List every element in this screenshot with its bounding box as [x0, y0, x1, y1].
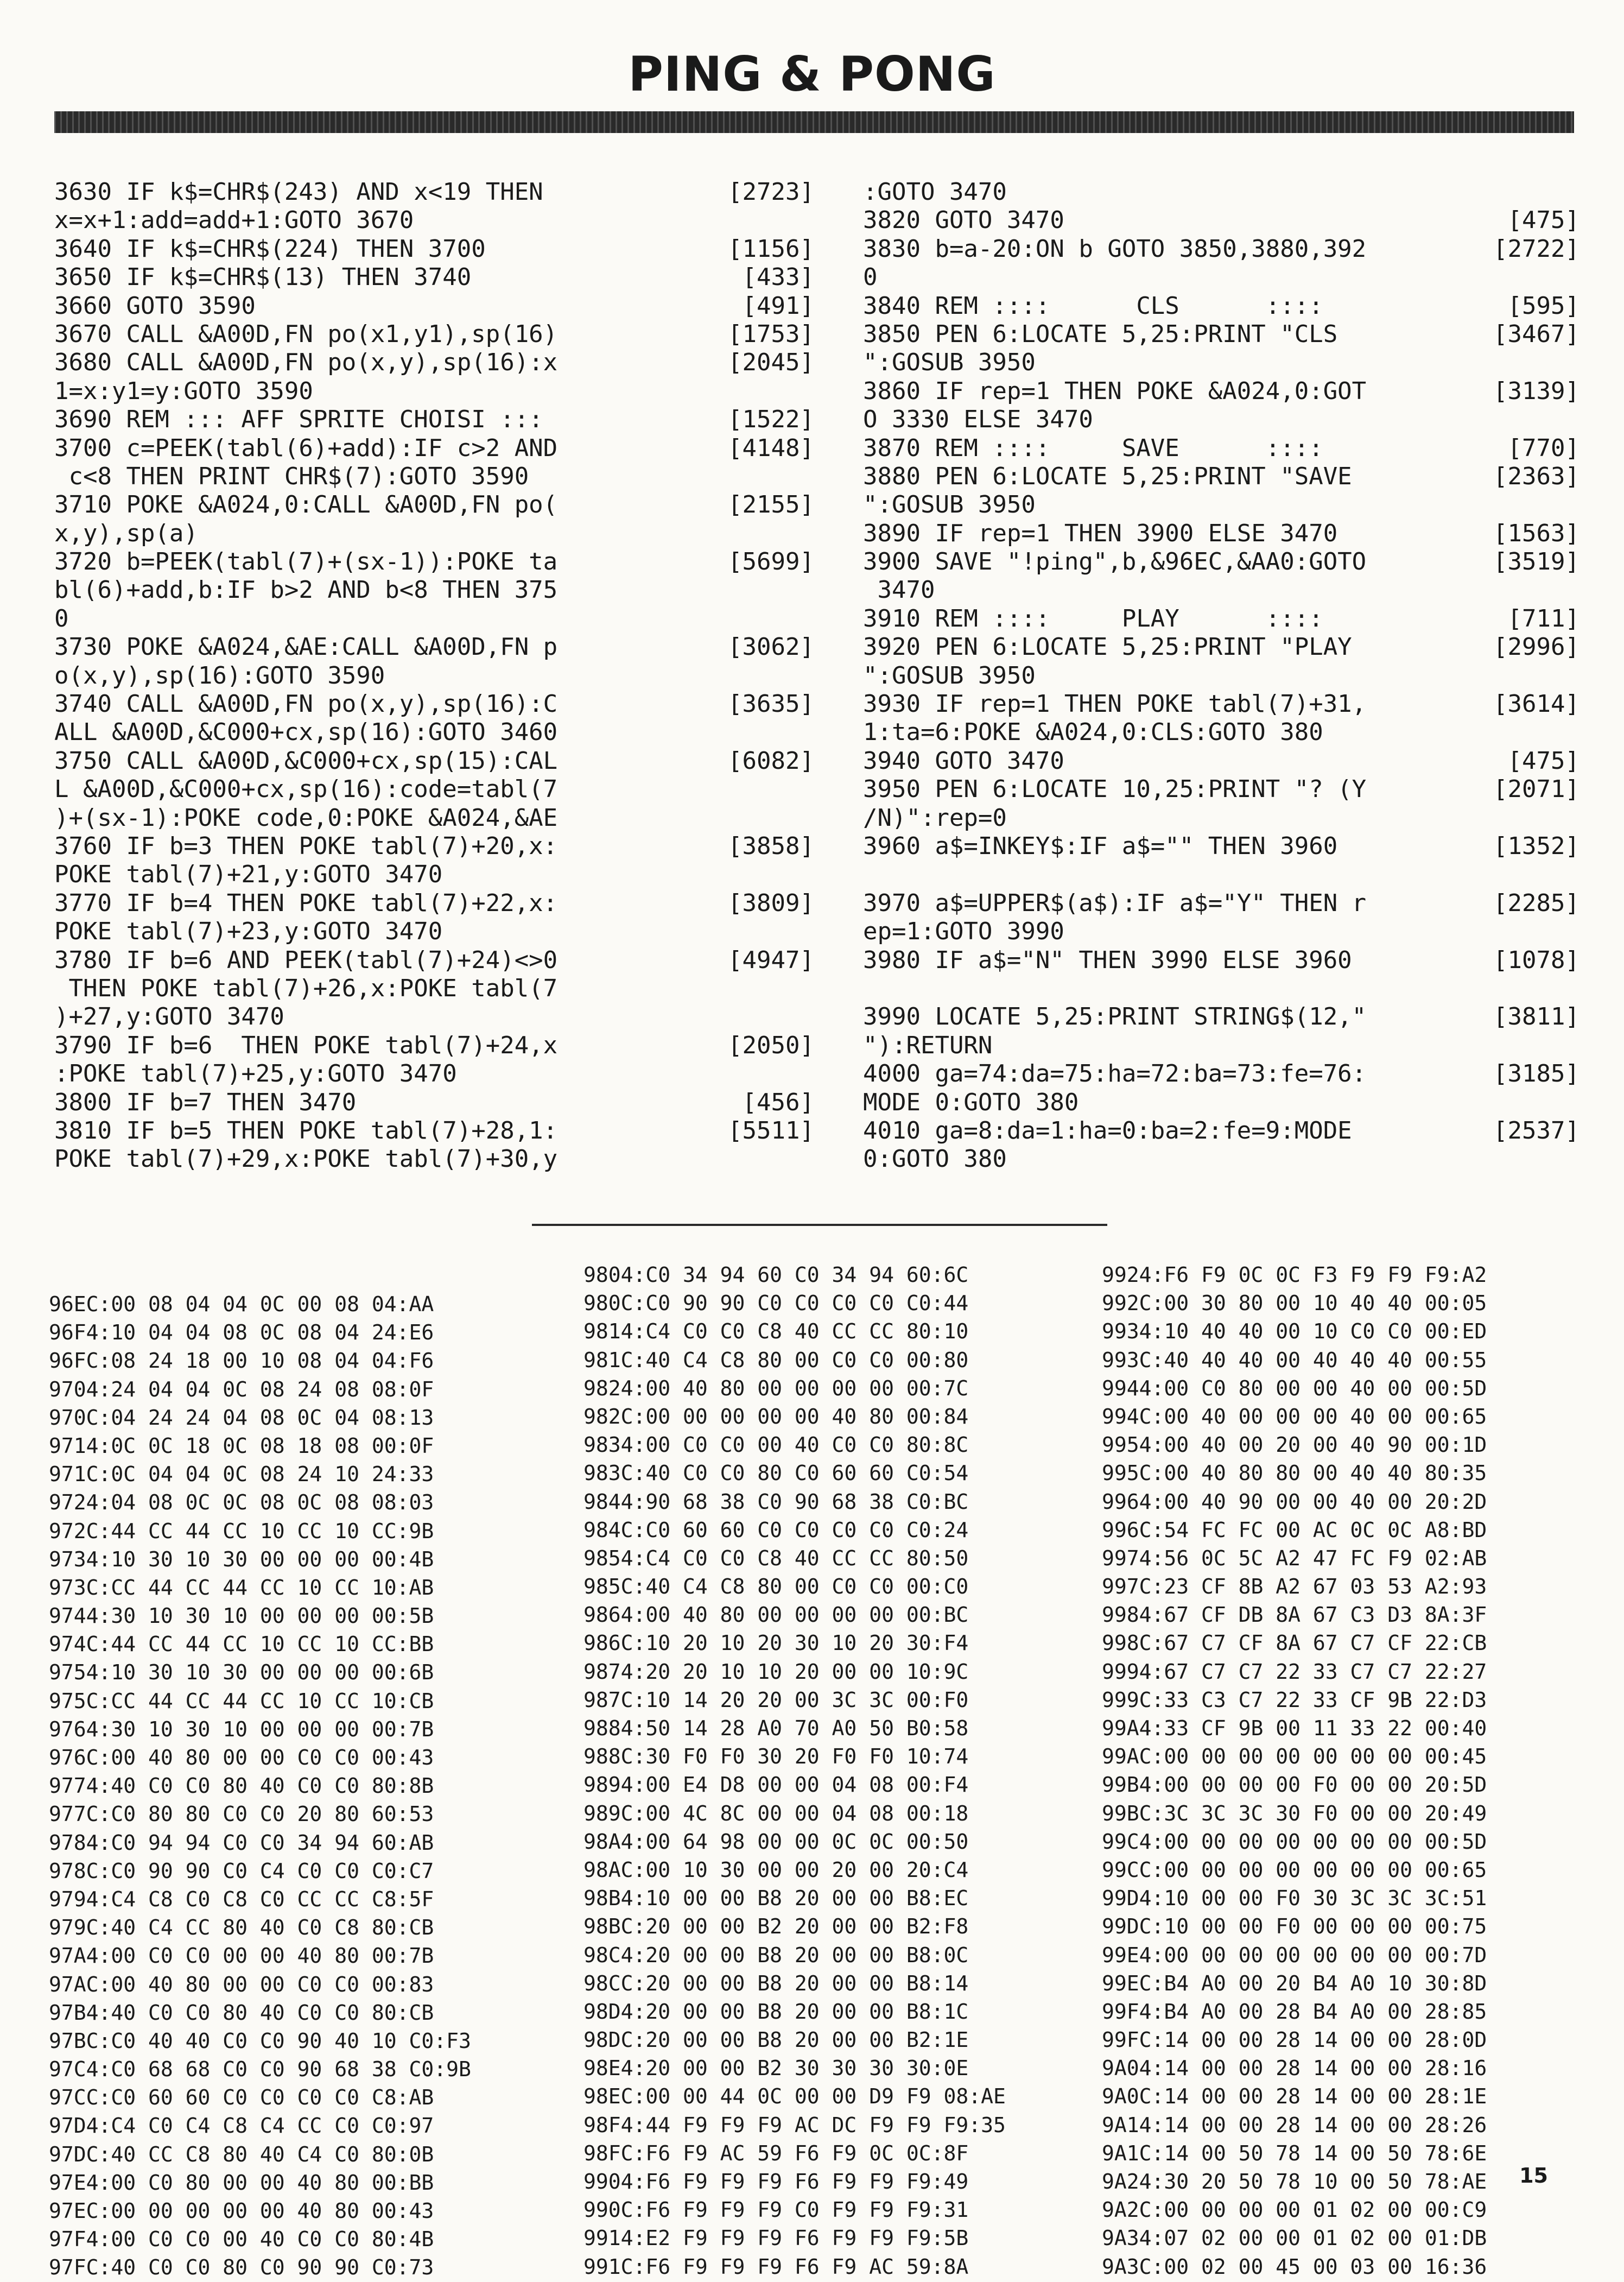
- hex-row: 97B4:40 C0 C0 80 40 C0 C0 80:CB: [49, 2000, 434, 2025]
- code-line: [54, 292, 814, 320]
- code-line: [863, 889, 1579, 918]
- code-text: 3810 IF b=5 THEN POKE tabl(7)+28,1:: [54, 1116, 558, 1145]
- checksum: [3139]: [1493, 377, 1579, 405]
- hex-row: 98D4:20 00 00 B8 20 00 00 B8:1C: [583, 1999, 969, 2024]
- hex-row: 9994:67 C7 C7 22 33 C7 C7 22:27: [1102, 1659, 1487, 1684]
- code-text: O 3330 ELSE 3470: [863, 406, 1093, 434]
- listing-column-right: [863, 178, 1579, 1174]
- code-line: [863, 548, 1579, 576]
- hex-row: 98FC:F6 F9 AC 59 F6 F9 0C 0C:8F: [583, 2141, 969, 2165]
- code-text: 3730 POKE &A024,&AE:CALL &A00D,FN p: [54, 633, 558, 661]
- code-line: [863, 320, 1579, 349]
- code-text: :GOTO 3470: [863, 178, 1007, 206]
- code-text: 3690 REM ::: AFF SPRITE CHOISI :::: [54, 406, 543, 434]
- code-line: [54, 434, 814, 463]
- hex-row: 9A14:14 00 00 28 14 00 00 28:26: [1102, 2113, 1487, 2137]
- code-text: 4000 ga=74:da=75:ha=72:ba=73:fe=76:: [863, 1060, 1367, 1088]
- code-text: x,y),sp(a): [54, 519, 198, 547]
- hex-row: 986C:10 20 10 20 30 10 20 30:F4: [583, 1631, 969, 1655]
- code-text: ":GOSUB 3950: [863, 349, 1036, 377]
- checksum: [3809]: [728, 889, 814, 917]
- checksum: [2537]: [1493, 1116, 1579, 1145]
- checksum: [1156]: [728, 235, 814, 263]
- code-text: 3980 IF a$="N" THEN 3990 ELSE 3960: [863, 946, 1352, 974]
- code-text: 3920 PEN 6:LOCATE 5,25:PRINT "PLAY: [863, 633, 1352, 661]
- code-text: 3860 IF rep=1 THEN POKE &A024,0:GOT: [863, 377, 1367, 405]
- code-line: [863, 1060, 1579, 1088]
- hex-row: 98CC:20 00 00 B8 20 00 00 B8:14: [583, 1971, 969, 1995]
- code-text: ":GOSUB 3950: [863, 491, 1036, 519]
- code-line: [54, 235, 814, 263]
- hex-row: 99BC:3C 3C 3C 30 F0 00 00 20:49: [1102, 1801, 1487, 1825]
- hex-row: 99B4:00 00 00 00 F0 00 00 20:5D: [1102, 1773, 1487, 1797]
- hex-row: 97DC:40 CC C8 80 40 C4 C0 80:0B: [49, 2142, 434, 2166]
- hex-dump-column-3: [1102, 1261, 1487, 2281]
- hex-row: 99AC:00 00 00 00 00 00 00 00:45: [1102, 1744, 1487, 1769]
- code-line: [863, 377, 1579, 406]
- code-line: [54, 918, 814, 946]
- code-line: [863, 861, 1579, 889]
- code-line: [863, 178, 1579, 206]
- code-text: 3790 IF b=6 THEN POKE tabl(7)+24,x: [54, 1031, 558, 1059]
- hex-row: 9824:00 40 80 00 00 00 00 00:7C: [583, 1376, 969, 1400]
- code-line: [863, 747, 1579, 775]
- hex-row: 97CC:C0 60 60 C0 C0 C0 C0 C8:AB: [49, 2085, 434, 2110]
- hex-row: 97E4:00 C0 80 00 00 40 80 00:BB: [49, 2170, 434, 2195]
- hex-row: 975C:CC 44 CC 44 CC 10 CC 10:CB: [49, 1689, 434, 1713]
- hex-row: 99DC:10 00 00 F0 00 00 00 00:75: [1102, 1914, 1487, 1939]
- hex-row: 98F4:44 F9 F9 F9 AC DC F9 F9 F9:35: [583, 2113, 1006, 2137]
- code-text: 3830 b=a-20:ON b GOTO 3850,3880,392: [863, 235, 1367, 263]
- checksum: [595]: [1507, 292, 1579, 320]
- hex-row: 989C:00 4C 8C 00 00 04 08 00:18: [583, 1801, 969, 1825]
- hex-row: 9914:E2 F9 F9 F9 F6 F9 F9 F9:5B: [583, 2226, 969, 2251]
- code-line: [863, 662, 1579, 690]
- code-line: [863, 406, 1579, 434]
- hex-row: 999C:33 C3 C7 22 33 CF 9B 22:D3: [1102, 1687, 1487, 1712]
- hex-row: 9944:00 C0 80 00 00 40 00 00:5D: [1102, 1376, 1487, 1400]
- checksum: [3062]: [728, 633, 814, 661]
- hex-row: 9A2C:00 00 00 00 01 02 00 00:C9: [1102, 2198, 1487, 2222]
- code-line: [54, 1145, 814, 1173]
- code-line: [54, 491, 814, 519]
- code-text: 3660 GOTO 3590: [54, 292, 256, 320]
- checksum: [2050]: [728, 1031, 814, 1059]
- code-line: [54, 775, 814, 804]
- hex-row: 979C:40 C4 CC 80 40 C0 C8 80:CB: [49, 1916, 434, 1940]
- code-text: 3900 SAVE "!ping",b,&96EC,&AA0:GOTO: [863, 548, 1367, 576]
- code-text: 1:ta=6:POKE &A024,0:CLS:GOTO 380: [863, 718, 1323, 747]
- hex-row: 98A4:00 64 98 00 00 0C 0C 00:50: [583, 1829, 969, 1854]
- hex-row: 9704:24 04 04 0C 08 24 08 08:0F: [49, 1377, 434, 1401]
- code-line: [863, 1117, 1579, 1145]
- checksum: [2071]: [1493, 775, 1579, 804]
- code-text: 3670 CALL &A00D,FN po(x1,y1),sp(16): [54, 320, 558, 348]
- code-line: [54, 633, 814, 661]
- hex-row: 9734:10 30 10 30 00 00 00 00:4B: [49, 1547, 434, 1571]
- code-text: 3740 CALL &A00D,FN po(x,y),sp(16):C: [54, 690, 558, 718]
- checksum: [1753]: [728, 320, 814, 348]
- checksum: [4148]: [728, 434, 814, 462]
- code-text: 3680 CALL &A00D,FN po(x,y),sp(16):x: [54, 349, 558, 377]
- code-line: [863, 263, 1579, 292]
- code-line: [863, 918, 1579, 946]
- code-text: POKE tabl(7)+23,y:GOTO 3470: [54, 918, 443, 946]
- hex-row: 98E4:20 00 00 B2 30 30 30 30:0E: [583, 2056, 969, 2081]
- code-line: [54, 662, 814, 690]
- code-text: )+(sx-1):POKE code,0:POKE &A024,&AE: [54, 804, 558, 832]
- hex-row: 9894:00 E4 D8 00 00 04 08 00:F4: [583, 1773, 969, 1797]
- hex-row: 9864:00 40 80 00 00 00 00 00:BC: [583, 1603, 969, 1627]
- hex-row: 981C:40 C4 C8 80 00 C0 C0 00:80: [583, 1348, 969, 1372]
- code-text: MODE 0:GOTO 380: [863, 1088, 1079, 1116]
- checksum: [2996]: [1493, 633, 1579, 661]
- code-text: 3840 REM :::: CLS ::::: [863, 292, 1323, 320]
- hex-row: 9784:C0 94 94 C0 C0 34 94 60:AB: [49, 1830, 434, 1855]
- hex-row: 9764:30 10 30 10 00 00 00 00:7B: [49, 1717, 434, 1741]
- code-text: 3910 REM :::: PLAY ::::: [863, 604, 1323, 633]
- checksum: [2155]: [728, 491, 814, 519]
- code-line: [863, 633, 1579, 661]
- hex-row: 998C:67 C7 CF 8A 67 C7 CF 22:CB: [1102, 1631, 1487, 1655]
- code-text: 0: [54, 604, 69, 633]
- code-line: [863, 718, 1579, 747]
- hex-row: 98AC:00 10 30 00 00 20 00 20:C4: [583, 1857, 969, 1882]
- code-text: :POKE tabl(7)+25,y:GOTO 3470: [54, 1060, 457, 1088]
- checksum: [711]: [1507, 604, 1579, 633]
- code-text: x=x+1:add=add+1:GOTO 3670: [54, 206, 414, 235]
- code-text: 3870 REM :::: SAVE ::::: [863, 434, 1323, 462]
- code-text: 3720 b=PEEK(tabl(7)+(sx-1)):POKE ta: [54, 548, 558, 576]
- checksum: [4947]: [728, 946, 814, 974]
- checksum: [1078]: [1493, 946, 1579, 974]
- hex-row: 984C:C0 60 60 C0 C0 C0 C0 C0:24: [583, 1518, 969, 1542]
- checksum: [3811]: [1493, 1003, 1579, 1031]
- hex-row: 982C:00 00 00 00 00 40 80 00:84: [583, 1404, 969, 1428]
- hex-row: 9724:04 08 0C 0C 08 0C 08 08:03: [49, 1490, 434, 1515]
- code-line: [54, 463, 814, 491]
- hex-row: 977C:C0 80 80 C0 C0 20 80 60:53: [49, 1802, 434, 1826]
- code-text: 4010 ga=8:da=1:ha=0:ba=2:fe=9:MODE: [863, 1116, 1352, 1145]
- code-text: 3780 IF b=6 AND PEEK(tabl(7)+24)<>0: [54, 946, 558, 974]
- hex-dump-column-2: [583, 1261, 1006, 2281]
- code-line: [863, 434, 1579, 463]
- code-line: [54, 832, 814, 861]
- hex-row: 9A1C:14 00 50 78 14 00 50 78:6E: [1102, 2141, 1487, 2165]
- hex-row: 9754:10 30 10 30 00 00 00 00:6B: [49, 1660, 434, 1685]
- checksum: [433]: [742, 263, 814, 292]
- code-line: [54, 406, 814, 434]
- code-line: [54, 946, 814, 975]
- checksum: [2722]: [1493, 235, 1579, 263]
- checksum: [2363]: [1493, 462, 1579, 490]
- code-text: 3990 LOCATE 5,25:PRINT STRING$(12,": [863, 1003, 1367, 1031]
- code-text: 3960 a$=INKEY$:IF a$="" THEN 3960: [863, 832, 1338, 860]
- code-text: ":GOSUB 3950: [863, 661, 1036, 690]
- hex-row: 9924:F6 F9 0C 0C F3 F9 F9 F9:A2: [1102, 1263, 1487, 1287]
- title-rule: [54, 111, 1574, 133]
- hex-row: 997C:23 CF 8B A2 67 03 53 A2:93: [1102, 1575, 1487, 1599]
- checksum: [1522]: [728, 406, 814, 434]
- hex-row: 9A34:07 02 00 00 01 02 00 01:DB: [1102, 2226, 1487, 2251]
- code-line: [863, 975, 1579, 1003]
- code-text: POKE tabl(7)+21,y:GOTO 3470: [54, 861, 443, 889]
- code-line: [54, 747, 814, 775]
- hex-row: 97A4:00 C0 C0 00 00 40 80 00:7B: [49, 1944, 434, 1968]
- hex-row: 96F4:10 04 04 08 0C 08 04 24:E6: [49, 1320, 434, 1345]
- hex-row: 992C:00 30 80 00 10 40 40 00:05: [1102, 1291, 1487, 1316]
- hex-row: 99C4:00 00 00 00 00 00 00 00:5D: [1102, 1829, 1487, 1854]
- code-line: [54, 263, 814, 292]
- code-line: [863, 832, 1579, 861]
- hex-row: 9744:30 10 30 10 00 00 00 00:5B: [49, 1604, 434, 1628]
- checksum: [475]: [1507, 206, 1579, 235]
- hex-row: 9904:F6 F9 F9 F9 F6 F9 F9 F9:49: [583, 2170, 969, 2193]
- code-line: [863, 1145, 1579, 1173]
- hex-row: 987C:10 14 20 20 00 3C 3C 00:F0: [583, 1687, 969, 1712]
- code-line: [54, 804, 814, 832]
- code-line: [54, 1032, 814, 1060]
- hex-row: 983C:40 C0 C0 80 C0 60 60 C0:54: [583, 1461, 969, 1485]
- hex-row: 971C:0C 04 04 0C 08 24 10 24:33: [49, 1462, 434, 1487]
- hex-row: 994C:00 40 00 00 00 40 00 00:65: [1102, 1404, 1487, 1428]
- code-text: 3930 IF rep=1 THEN POKE tabl(7)+31,: [863, 690, 1367, 718]
- code-text: 3770 IF b=4 THEN POKE tabl(7)+22,x:: [54, 889, 558, 917]
- hex-row: 97EC:00 00 00 00 00 40 80 00:43: [49, 2199, 434, 2223]
- hex-row: 9854:C4 C0 C0 C8 40 CC CC 80:50: [583, 1546, 969, 1570]
- code-text: 3850 PEN 6:LOCATE 5,25:PRINT "CLS: [863, 320, 1338, 348]
- code-text: 3950 PEN 6:LOCATE 10,25:PRINT "? (Y: [863, 775, 1367, 804]
- code-line: [54, 576, 814, 604]
- code-line: [863, 576, 1579, 604]
- hex-row: 9834:00 C0 C0 00 40 C0 C0 80:8C: [583, 1433, 969, 1457]
- checksum: [2045]: [728, 349, 814, 377]
- hex-row: 9974:56 0C 5C A2 47 FC F9 02:AB: [1102, 1546, 1487, 1570]
- hex-row: 9814:C4 C0 C0 C8 40 CC CC 80:10: [583, 1319, 969, 1344]
- hex-row: 98EC:00 00 44 0C 00 00 D9 F9 08:AE: [583, 2084, 1006, 2109]
- hex-row: 973C:CC 44 CC 44 CC 10 CC 10:AB: [49, 1575, 434, 1600]
- code-text: 3880 PEN 6:LOCATE 5,25:PRINT "SAVE: [863, 462, 1352, 490]
- code-text: 3970 a$=UPPER$(a$):IF a$="Y" THEN r: [863, 889, 1367, 917]
- hex-row: 99D4:10 00 00 F0 30 3C 3C 3C:51: [1102, 1886, 1487, 1911]
- code-text: c<8 THEN PRINT CHR$(7):GOTO 3590: [54, 462, 529, 490]
- checksum: [1563]: [1493, 519, 1579, 547]
- hex-row: 9794:C4 C8 C0 C8 C0 CC CC C8:5F: [49, 1887, 434, 1911]
- hex-row: 99CC:00 00 00 00 00 00 00 00:65: [1102, 1857, 1487, 1882]
- code-line: [863, 235, 1579, 263]
- checksum: [5699]: [728, 548, 814, 576]
- code-line: [863, 463, 1579, 491]
- code-text: bl(6)+add,b:IF b>2 AND b<8 THEN 375: [54, 576, 558, 604]
- hex-row: 9964:00 40 90 00 00 40 00 20:2D: [1102, 1489, 1487, 1514]
- code-line: [863, 292, 1579, 320]
- code-line: [863, 946, 1579, 975]
- hex-row: 995C:00 40 80 80 00 40 40 80:35: [1102, 1461, 1487, 1485]
- code-text: "):RETURN: [863, 1031, 993, 1059]
- checksum: [491]: [742, 292, 814, 320]
- code-text: 3760 IF b=3 THEN POKE tabl(7)+20,x:: [54, 832, 558, 860]
- hex-row: 9884:50 14 28 A0 70 A0 50 B0:58: [583, 1716, 969, 1740]
- hex-row: 97AC:00 40 80 00 00 C0 C0 00:83: [49, 1972, 434, 1996]
- checksum: [770]: [1507, 434, 1579, 462]
- code-text: POKE tabl(7)+29,x:POKE tabl(7)+30,y: [54, 1145, 558, 1173]
- code-text: 3710 POKE &A024,0:CALL &A00D,FN po(: [54, 491, 558, 519]
- hex-row: 972C:44 CC 44 CC 10 CC 10 CC:9B: [49, 1519, 434, 1543]
- code-line: [863, 804, 1579, 832]
- section-divider: [532, 1224, 1107, 1226]
- code-line: [54, 178, 814, 206]
- hex-row: 97F4:00 C0 C0 00 40 C0 C0 80:4B: [49, 2227, 434, 2252]
- checksum: [1352]: [1493, 832, 1579, 860]
- hex-row: 985C:40 C4 C8 80 00 C0 C0 00:C0: [583, 1575, 969, 1599]
- hex-row: 9A04:14 00 00 28 14 00 00 28:16: [1102, 2056, 1487, 2081]
- hex-row: 974C:44 CC 44 CC 10 CC 10 CC:BB: [49, 1632, 434, 1657]
- hex-row: 97FC:40 C0 C0 80 C0 90 90 C0:73: [49, 2255, 434, 2280]
- code-line: [54, 718, 814, 747]
- code-text: 3470: [863, 576, 935, 604]
- hex-row: 9954:00 40 00 20 00 40 90 00:1D: [1102, 1433, 1487, 1457]
- hex-row: 996C:54 FC FC 00 AC 0C 0C A8:BD: [1102, 1518, 1487, 1542]
- hex-row: 99A4:33 CF 9B 00 11 33 22 00:40: [1102, 1716, 1487, 1740]
- hex-row: 98C4:20 00 00 B8 20 00 00 B8:0C: [583, 1943, 969, 1967]
- hex-row: 9A0C:14 00 00 28 14 00 00 28:1E: [1102, 2084, 1487, 2109]
- hex-row: 9A3C:00 02 00 45 00 03 00 16:36: [1102, 2254, 1487, 2279]
- code-line: [863, 349, 1579, 377]
- code-line: [863, 520, 1579, 548]
- code-line: [54, 1003, 814, 1031]
- hex-row: 9984:67 CF DB 8A 67 C3 D3 8A:3F: [1102, 1603, 1487, 1627]
- code-line: [54, 320, 814, 349]
- code-line: [863, 1089, 1579, 1117]
- code-line: [863, 605, 1579, 633]
- hex-row: 9874:20 20 10 10 20 00 00 10:9C: [583, 1659, 969, 1684]
- hex-row: 99E4:00 00 00 00 00 00 00 00:7D: [1102, 1943, 1487, 1967]
- code-line: [54, 889, 814, 918]
- code-line: [54, 377, 814, 406]
- checksum: [6082]: [728, 747, 814, 775]
- hex-row: 9714:0C 0C 18 0C 08 18 08 00:0F: [49, 1433, 434, 1458]
- code-text: )+27,y:GOTO 3470: [54, 1003, 284, 1031]
- hex-row: 988C:30 F0 F0 30 20 F0 F0 10:74: [583, 1744, 969, 1769]
- hex-row: 99FC:14 00 00 28 14 00 00 28:0D: [1102, 2028, 1487, 2052]
- code-line: [54, 548, 814, 576]
- hex-row: 978C:C0 90 90 C0 C4 C0 C0 C0:C7: [49, 1859, 434, 1883]
- code-line: [54, 975, 814, 1003]
- hex-row: 976C:00 40 80 00 00 C0 C0 00:43: [49, 1746, 434, 1769]
- hex-row: 98DC:20 00 00 B8 20 00 00 B2:1E: [583, 2028, 969, 2052]
- checksum: [2723]: [728, 178, 814, 206]
- hex-row: 96EC:00 08 04 04 0C 00 08 04:AA: [49, 1292, 434, 1316]
- code-text: 3800 IF b=7 THEN 3470: [54, 1088, 357, 1116]
- hex-row: 9A24:30 20 50 78 10 00 50 78:AE: [1102, 2170, 1487, 2193]
- checksum: [3858]: [728, 832, 814, 860]
- code-text: 3820 GOTO 3470: [863, 206, 1064, 235]
- hex-row: 97D4:C4 C0 C4 C8 C4 CC C0 C0:97: [49, 2114, 434, 2138]
- hex-row: 9774:40 C0 C0 80 40 C0 C0 80:8B: [49, 1774, 434, 1798]
- code-line: [54, 1089, 814, 1117]
- checksum: [456]: [742, 1088, 814, 1116]
- hex-row: 99F4:B4 A0 00 28 B4 A0 00 28:85: [1102, 1999, 1487, 2024]
- code-text: 3890 IF rep=1 THEN 3900 ELSE 3470: [863, 519, 1338, 547]
- code-text: L &A00D,&C000+cx,sp(16):code=tabl(7: [54, 775, 558, 804]
- code-text: ep=1:GOTO 3990: [863, 918, 1064, 946]
- code-line: [54, 520, 814, 548]
- hex-row: 97BC:C0 40 40 C0 C0 90 40 10 C0:F3: [49, 2028, 471, 2053]
- hex-row: 98B4:10 00 00 B8 20 00 00 B8:EC: [583, 1886, 969, 1911]
- code-text: 3650 IF k$=CHR$(13) THEN 3740: [54, 263, 472, 292]
- code-line: [54, 349, 814, 377]
- code-text: o(x,y),sp(16):GOTO 3590: [54, 661, 385, 690]
- hex-row: 98BC:20 00 00 B2 20 00 00 B2:F8: [583, 1914, 969, 1939]
- hex-row: 9844:90 68 38 C0 90 68 38 C0:BC: [583, 1489, 969, 1514]
- checksum: [3635]: [728, 690, 814, 718]
- code-line: [863, 1032, 1579, 1060]
- code-text: 0: [863, 263, 878, 292]
- hex-dump-column-1: [49, 1290, 471, 2282]
- code-text: THEN POKE tabl(7)+26,x:POKE tabl(7: [54, 974, 558, 1002]
- code-line: [54, 861, 814, 889]
- code-line: [54, 690, 814, 718]
- hex-row: 990C:F6 F9 F9 F9 C0 F9 F9 F9:31: [583, 2198, 969, 2222]
- code-text: 1=x:y1=y:GOTO 3590: [54, 377, 313, 405]
- checksum: [3519]: [1493, 548, 1579, 576]
- code-text: 0:GOTO 380: [863, 1145, 1007, 1173]
- checksum: [475]: [1507, 747, 1579, 775]
- code-line: [863, 775, 1579, 804]
- hex-row: 991C:F6 F9 F9 F9 F6 F9 AC 59:8A: [583, 2254, 969, 2279]
- checksum: [3467]: [1493, 320, 1579, 348]
- code-text: 3630 IF k$=CHR$(243) AND x<19 THEN: [54, 178, 543, 206]
- code-line: [54, 1060, 814, 1088]
- hex-row: 9934:10 40 40 00 10 C0 C0 00:ED: [1102, 1319, 1487, 1344]
- hex-row: 993C:40 40 40 00 40 40 40 00:55: [1102, 1348, 1487, 1372]
- code-text: /N)":rep=0: [863, 804, 1007, 832]
- listing-column-left: [54, 178, 814, 1174]
- hex-row: 99EC:B4 A0 00 20 B4 A0 10 30:8D: [1102, 1971, 1487, 1995]
- page-number: 15: [1519, 2164, 1548, 2188]
- checksum: [2285]: [1493, 889, 1579, 917]
- code-text: ALL &A00D,&C000+cx,sp(16):GOTO 3460: [54, 718, 558, 747]
- code-line: [863, 491, 1579, 519]
- hex-row: 97C4:C0 68 68 C0 C0 90 68 38 C0:9B: [49, 2057, 471, 2082]
- hex-row: 970C:04 24 24 04 08 0C 04 08:13: [49, 1405, 434, 1430]
- hex-row: 9804:C0 34 94 60 C0 34 94 60:6C: [583, 1263, 969, 1287]
- code-text: 3700 c=PEEK(tabl(6)+add):IF c>2 AND: [54, 434, 558, 462]
- code-line: [863, 1003, 1579, 1031]
- code-text: 3640 IF k$=CHR$(224) THEN 3700: [54, 235, 486, 263]
- code-line: [863, 690, 1579, 718]
- code-text: 3940 GOTO 3470: [863, 747, 1064, 775]
- hex-row: 96FC:08 24 18 00 10 08 04 04:F6: [49, 1349, 434, 1373]
- checksum: [3185]: [1493, 1060, 1579, 1088]
- checksum: [5511]: [728, 1116, 814, 1145]
- code-line: [54, 1117, 814, 1145]
- code-line: [54, 605, 814, 633]
- checksum: [3614]: [1493, 690, 1579, 718]
- code-line: [54, 206, 814, 235]
- page-title: PING & PONG: [628, 46, 996, 102]
- hex-row: 980C:C0 90 90 C0 C0 C0 C0 C0:44: [583, 1291, 969, 1316]
- code-text: 3750 CALL &A00D,&C000+cx,sp(15):CAL: [54, 747, 558, 775]
- code-line: [863, 206, 1579, 235]
